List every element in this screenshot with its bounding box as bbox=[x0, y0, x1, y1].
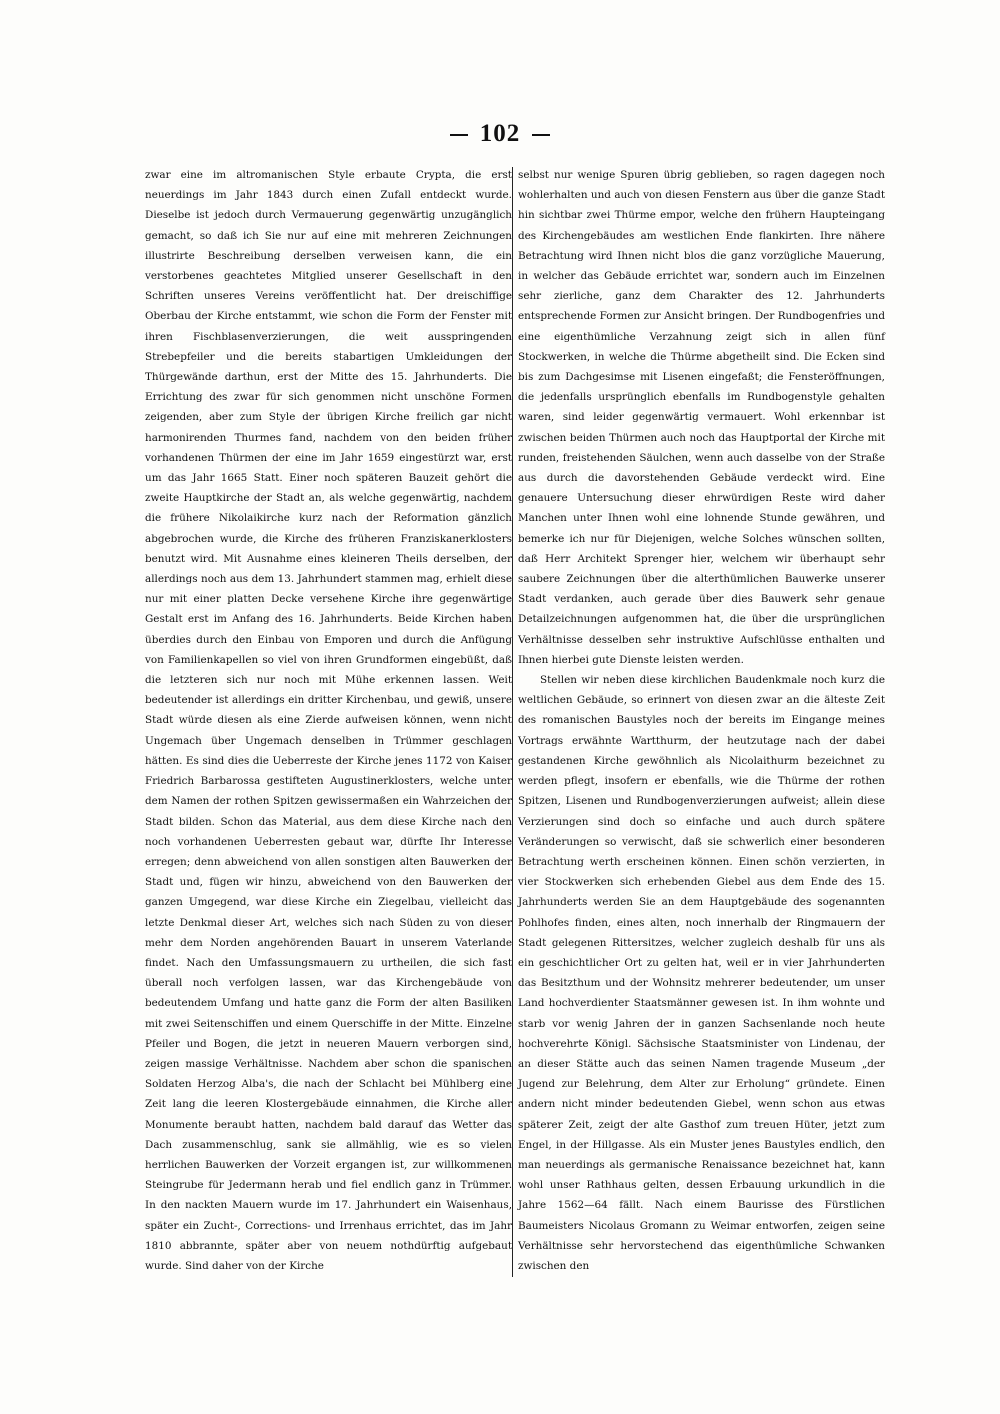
right-column bbox=[518, 165, 885, 1276]
left-paragraph-1: zwar eine im altromanischen Style erbaute Crypta, die erst neuerdings im Jahr 1843 durch einen Zufall entdeckt wurde. Dieselbe ist jedoch durch Vermauerung gegenwärtig unzugänglich gemacht, so daß ich Sie nur auf eine mit mehreren Zeichnungen illustrirte Beschreibung derselben verweisen kann, die ein verstorbenes geachtetes Mitglied unserer Gesellschaft in den Schriften unseres Vereins veröffentlicht hat. Der dreischiffige Oberbau der Kirche entstammt, wie schon die Form der Fenster mit ihren Fischblasenverzierungen, die weit ausspringenden Strebepfeiler und die bereits stabartigen Umkleidungen der Thürgewände darthun, erst der Mitte des 15. Jahrhunderts. Die Errichtung des zwar für sich genommen nicht unschöne Formen zeigenden, aber zum Style der übrigen Kirche freilich gar nicht harmonirenden Thurmes fand, nachdem von den beiden früher vorhandenen Thürmen der eine im Jahr 1659 eingestürzt war, erst um das Jahr 1665 Statt. Einer noch späteren Bauzeit gehört die zweite Hauptkirche der Stadt an, als welche gegenwärtig, nachdem die frühere Nikolaikirche kurz nach der Reformation gänzlich abgebrochen wurde, die Kirche des früheren Franziskanerklosters benutzt wird. Mit Ausnahme eines kleineren Theils derselben, der allerdings noch aus dem 13. Jahrhundert stammen mag, erhielt diese nur mit einer platten Decke versehene Kirche ihre gegenwärtige Gestalt erst im Anfang des 16. Jahrhunderts. Beide Kirchen haben überdies durch den Einbau von Emporen und durch die Anfügung von Familienkapellen so viel von ihren Grundformen eingebüßt, daß die letzteren sich nur noch mit Mühe erkennen lassen. Weit bedeutender ist allerdings ein dritter Kirchenbau, und gewiß, unsere Stadt würde diesen als eine Zierde aufweisen können, wenn nicht Ungemach über Ungemach denselben in Trümmer geschlagen hätten. Es sind dies die Ueberreste der Kirche jenes 1172 von Kaiser Friedrich Barbarossa gestifteten Augustinerklosters, welche unter dem Namen der rothen Spitzen gewissermaßen ein Wahrzeichen der Stadt bilden. Schon das Material, aus dem diese Kirche nach den noch vorhandenen Ueberresten gebaut war, dürfte Ihr Interesse erregen; denn abweichend von allen sonstigen alten Bauwerken der Stadt und, fügen wir hinzu, abweichend von den Bauwerken der ganzen Umgegend, war diese Kirche ein Ziegelbau, vielleicht das letzte Denkmal dieser Art, welches sich nach Süden zu von dieser mehr dem Norden angehörenden Bauart in unserem Vaterlande findet. Nach den Umfassungsmauern zu urtheilen, die sich fast überall noch verfolgen lassen, war das Kirchengebäude von bedeutendem Umfang und hatte ganz die Form der alten Basiliken mit zwei Seitenschiffen und einem Querschiffe in der Mitte. Einzelne Pfeiler und Bogen, die jetzt in neueren Mauern verborgen sind, zeigen massige Verhältnisse. Nachdem aber schon die spanischen Soldaten Herzog Alba's, die nach der Schlacht bei Mühlberg eine Zeit lang die leeren Klostergebäude einnahmen, die Kirche aller Monumente beraubt hatten, nachdem bald darauf das Wetter das Dach zusammenschlug, sank sie allmählig, wie es so vielen herrlichen Bauwerken der Vorzeit ergangen ist, zur willkommenen Steingrube für Jedermann herab und fiel endlich ganz in Trümmer. In den nackten Mauern wurde im 17. Jahrhundert ein Waisenhaus, später ein Zucht-, Corrections- und Irrenhaus errichtet, das im Jahr 1810 abbrannte, später aber von neuem nothdürftig aufgebaut wurde. Sind daher von der Kirche bbox=[145, 169, 512, 1272]
page-header bbox=[0, 120, 1000, 148]
page-number: 102 bbox=[479, 120, 521, 147]
right-paragraph-1: selbst nur wenige Spuren übrig geblieben, so ragen dagegen noch wohlerhalten und auch von diesen Fenstern aus über die ganze Stadt hin sichtbar zwei Thürme empor, welche den frühern Haupteingang des Kirchengebäudes am westlichen Ende flankirten. Ihre nähere Betrachtung wird Ihnen nicht blos die ganz vorzügliche Mauerung, in welcher das Gebäude errichtet war, sondern auch im Einzelnen sehr zierliche, ganz dem Charakter des 12. Jahrhunderts entsprechende Formen zur Ansicht bringen. Der Rundbogenfries und eine eigenthümliche Verzahnung zeigt sich in allen fünf Stockwerken, in welche die Thürme abgetheilt sind. Die Ecken sind bis zum Dachgesimse mit Lisenen eingefaßt; die Fensteröffnungen, die jedenfalls ursprünglich ebenfalls im Rundbogenstyle gehalten waren, sind leider gegenwärtig vermauert. Wohl erkennbar ist zwischen beiden Thürmen auch noch das Hauptportal der Kirche mit runden, freistehenden Säulchen, wenn auch dasselbe von der Straße aus durch die davorstehenden Gebäude verdeckt wird. Eine genauere Untersuchung dieser ehrwürdigen Reste wird daher Manchen unter Ihnen wohl eine lohnende Stunde gewähren, und bemerke ich nur für Diejenigen, welche Solches wünschen sollten, daß Herr Architekt Sprenger hier, welchem wir überhaupt sehr saubere Zeichnungen über die alterthümlichen Bauwerke unserer Stadt verdanken, auch gerade über dies Bauwerk sehr genaue Detailzeichnungen aufgenommen hat, die über die ursprünglichen Verhältnisse desselben sehr instruktive Aufschlüsse enthalten und Ihnen hierbei gute Dienste leisten werden. bbox=[518, 169, 885, 666]
column-divider bbox=[512, 167, 513, 1277]
right-paragraph-2: Stellen wir neben diese kirchlichen Baudenkmale noch kurz die weltlichen Gebäude, so erinnert von diesen zwar an die älteste Zeit des romanischen Baustyles noch der bereits im Eingange meines Vortrags erwähnte Wartthurm, der heutzutage nach der dabei gestandenen Kirche gewöhnlich als Nicolaithurm bezeichnet zu werden pflegt, insofern er ebenfalls, wie die Thürme der rothen Spitzen, Lisenen und Rundbogenverzierungen aufweist; allein diese Verzierungen sind doch so einfache und auch durch spätere Veränderungen so verwischt, daß sie schwerlich einer besonderen Betrachtung werth erscheinen können. Einen schön verzierten, in vier Stockwerken sich erhebenden Giebel aus dem Ende des 15. Jahrhunderts werden Sie an dem Hauptgebäude des sogenannten Pohlhofes finden, eines alten, noch innerhalb der Ringmauern der Stadt gelegenen Rittersitzes, welcher zugleich deshalb für uns als ein geschichtlicher Ort zu gelten hat, weil er in vier Jahrhunderten das Besitzthum und der Wohnsitz mehrerer bedeutender, um unser Land hochverdienter Staatsmänner gewesen ist. In ihm wohnte und starb vor wenig Jahren der in ganzen Sachsenlande noch heute hochverehrte Königl. Sächsische Staatsminister von Lindenau, der an dieser Stätte auch das seinen Namen tragende Museum „der Jugend zur Belehrung, dem Alter zur Erholung“ gründete. Einen andern nicht minder bedeutenden Giebel, wenn schon aus etwas späterer Zeit, zeigt der alte Gasthof zum treuen Hüter, jetzt zum Engel, in der Hillgasse. Als ein Muster jenes Baustyles endlich, den man neuerdings als germanische Renaissance bezeichnet hat, kann wohl unser Rathhaus gelten, dessen Erbauung urkundlich in die Jahre 1562—64 fällt. Nach einem Baurisse des Fürstlichen Baumeisters Nicolaus Gromann zu Weimar entworfen, zeigen seine Verhältnisse sehr hervorstechend das eigenthümliche Schwanken zwischen den bbox=[518, 674, 885, 1272]
header-dash-right bbox=[532, 134, 550, 136]
left-column bbox=[145, 165, 512, 1276]
header-dash-left bbox=[450, 134, 468, 136]
